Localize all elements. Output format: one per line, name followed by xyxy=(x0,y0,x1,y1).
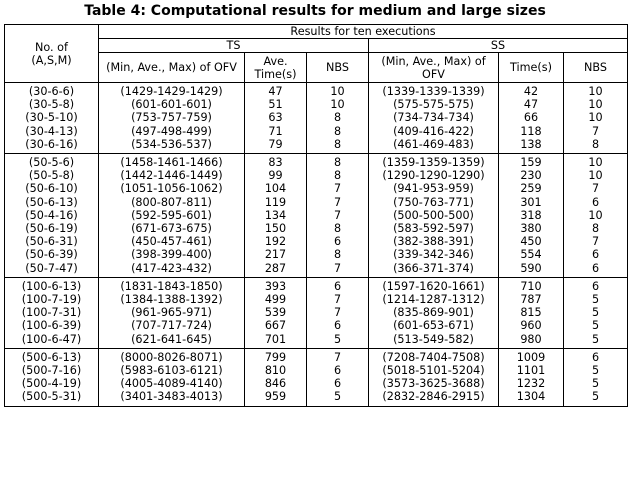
table-cell-value: (2832-2846-2915) xyxy=(382,390,485,404)
table-cell-value: 7 xyxy=(591,124,600,138)
table-cell-value: 450 xyxy=(520,235,542,249)
table-cell-value: 8 xyxy=(591,137,600,151)
table-cell-value: 6 xyxy=(591,195,600,209)
table-cell-value: (497-498-499) xyxy=(131,124,212,138)
table-cell-value: 1101 xyxy=(516,364,546,378)
table-cell-value: (1051-1056-1062) xyxy=(120,182,223,196)
ss-ofv-header: (Min, Ave., Max) of OFV xyxy=(369,53,499,83)
table-cell-value: (621-641-645) xyxy=(131,332,212,346)
table-cell-value: 217 xyxy=(264,248,287,262)
table-cell-value: (500-7-16) xyxy=(21,364,82,378)
table-cell-value: 8 xyxy=(333,137,342,151)
table-cell-value: (409-416-422) xyxy=(393,124,474,138)
ss-time-cell xyxy=(499,83,564,154)
table-cell-value: (500-5-31) xyxy=(21,390,82,404)
table-cell-value: (100-6-39) xyxy=(21,319,82,333)
table-cell-value: (30-6-16) xyxy=(25,137,78,151)
table-cell-value: 959 xyxy=(264,390,287,404)
table-cell-value: (750-763-771) xyxy=(393,195,474,209)
table-cell-value: (50-6-39) xyxy=(25,248,78,262)
table-cell-value: 799 xyxy=(264,350,287,364)
table-cell-value: (50-6-31) xyxy=(25,235,78,249)
table-cell-value: 7 xyxy=(333,350,342,364)
table-cell-value: 787 xyxy=(520,293,542,307)
table-cell-value: 6 xyxy=(591,248,600,262)
ts-time-cell xyxy=(245,348,307,406)
table-cell-value: (1442-1446-1449) xyxy=(120,169,223,183)
table-cell-value: 5 xyxy=(591,306,600,320)
table-cell-value: (961-965-971) xyxy=(131,306,212,320)
ts-ofv-cell xyxy=(99,277,245,348)
table-cell-value: 99 xyxy=(268,169,283,183)
ts-header: TS xyxy=(99,39,369,53)
ss-nbs-cell xyxy=(564,83,628,154)
table-cell-value: (461-469-483) xyxy=(393,137,474,151)
table-cell-value: (3573-3625-3688) xyxy=(382,377,485,391)
table-cell-value: 8 xyxy=(333,169,342,183)
table-cell-value: (1214-1287-1312) xyxy=(382,293,485,307)
ts-nbs-cell xyxy=(307,154,369,278)
table-cell-value: (1384-1388-1392) xyxy=(120,293,223,307)
ts-time-header: Ave. Time(s) xyxy=(245,53,307,83)
size-header xyxy=(5,25,99,83)
table-cell-value: (1831-1843-1850) xyxy=(120,279,223,293)
table-cell-value: 6 xyxy=(591,261,600,275)
table-group-row xyxy=(5,154,628,278)
ts-ofv-cell xyxy=(99,348,245,406)
table-cell-value: 10 xyxy=(588,208,603,222)
table-caption: Table 4: Computational results for medium and large sizes xyxy=(84,3,546,19)
size-cell xyxy=(5,348,99,406)
table-cell-value: 7 xyxy=(591,235,600,249)
ss-ofv-cell xyxy=(369,154,499,278)
table-cell-value: 51 xyxy=(268,98,283,112)
table-cell-value: (417-423-432) xyxy=(131,261,212,275)
table-cell-value: 7 xyxy=(333,195,342,209)
table-cell-value: 150 xyxy=(264,222,287,236)
ss-ofv-cell xyxy=(369,277,499,348)
table-cell-value: (100-7-19) xyxy=(21,293,82,307)
ts-nbs-cell xyxy=(307,83,369,154)
table-cell-value: (1359-1359-1359) xyxy=(382,156,485,170)
table-cell-value: 10 xyxy=(588,85,603,98)
ts-time-cell xyxy=(245,277,307,348)
table-cell-value: 42 xyxy=(523,85,539,98)
table-cell-value: 7 xyxy=(333,208,342,222)
ss-ofv-cell xyxy=(369,83,499,154)
table-cell-value: (3401-3483-4013) xyxy=(120,390,223,404)
table-cell-value: (500-4-19) xyxy=(21,377,82,391)
table-cell-value: 8 xyxy=(591,222,600,236)
ss-time-cell xyxy=(499,154,564,278)
table-cell-value: (500-500-500) xyxy=(393,208,474,222)
ts-time-cell xyxy=(245,83,307,154)
ss-time-cell xyxy=(499,277,564,348)
table-cell-value: (1429-1429-1429) xyxy=(120,85,223,98)
table-cell-value: 8 xyxy=(333,248,342,262)
ss-nbs-cell xyxy=(564,348,628,406)
table-cell-value: (4005-4089-4140) xyxy=(120,377,223,391)
table-cell-value: 66 xyxy=(523,111,539,125)
size-cell xyxy=(5,277,99,348)
table-cell-value: 6 xyxy=(333,279,342,293)
table-cell-value: (50-5-6) xyxy=(28,156,75,170)
table-cell-value: 1304 xyxy=(516,390,546,404)
table-cell-value: (707-717-724) xyxy=(131,319,212,333)
size-cell xyxy=(5,83,99,154)
table-cell-value: (398-399-400) xyxy=(131,248,212,262)
table-cell-value: (100-7-31) xyxy=(21,306,82,320)
table-cell-value: 6 xyxy=(333,377,342,391)
table-cell-value: (575-575-575) xyxy=(393,98,474,112)
table-cell-value: (753-757-759) xyxy=(131,111,212,125)
ts-ofv-cell xyxy=(99,83,245,154)
table-cell-value: 1009 xyxy=(516,350,546,364)
table-cell-value: (5983-6103-6121) xyxy=(120,364,223,378)
table-cell-value: (601-601-601) xyxy=(131,98,212,112)
table-cell-value: 701 xyxy=(264,332,287,346)
table-cell-value: (339-342-346) xyxy=(393,248,474,262)
table-cell-value: (30-5-10) xyxy=(25,111,78,125)
table-cell-value: 5 xyxy=(591,319,600,333)
table-cell-value: 10 xyxy=(588,111,603,125)
table-cell-value: (366-371-374) xyxy=(393,261,474,275)
table-cell-value: 63 xyxy=(268,111,283,125)
table-cell-value: 7 xyxy=(333,261,342,275)
table-cell-value: 10 xyxy=(588,169,603,183)
table-group-row xyxy=(5,277,628,348)
table-cell-value: 7 xyxy=(591,182,600,196)
table-cell-value: 5 xyxy=(333,332,342,346)
table-cell-value: 8 xyxy=(333,156,342,170)
table-cell-value: 301 xyxy=(520,195,542,209)
table-cell-value: 192 xyxy=(264,235,287,249)
size-cell xyxy=(5,154,99,278)
table-cell-value: (1597-1620-1661) xyxy=(382,279,485,293)
table-cell-value: 6 xyxy=(333,364,342,378)
table-cell-value: 6 xyxy=(333,319,342,333)
table-cell-value: (50-6-19) xyxy=(25,222,78,236)
table-cell-value: (50-7-47) xyxy=(25,261,78,275)
results-table xyxy=(4,24,628,407)
table-cell-value: (1290-1290-1290) xyxy=(382,169,485,183)
table-cell-value: 667 xyxy=(264,319,287,333)
table-cell-value: (671-673-675) xyxy=(131,222,212,236)
table-cell-value: 287 xyxy=(264,261,287,275)
table-group-row xyxy=(5,83,628,154)
table-cell-value: (500-6-13) xyxy=(21,350,82,364)
table-cell-value: 230 xyxy=(520,169,542,183)
table-cell-value: 318 xyxy=(520,208,542,222)
table-cell-value: 104 xyxy=(264,182,287,196)
table-cell-value: (592-595-601) xyxy=(131,208,212,222)
results-header: Results for ten executions xyxy=(99,25,628,39)
table-cell-value: 815 xyxy=(520,306,542,320)
table-cell-value: (534-536-537) xyxy=(131,137,212,151)
table-cell-value: (835-869-901) xyxy=(393,306,474,320)
size-header-line1: No. of xyxy=(35,40,68,54)
table-cell-value: (30-5-8) xyxy=(28,98,75,112)
table-cell-value: (800-807-811) xyxy=(131,195,212,209)
table-cell-value: (513-549-582) xyxy=(393,332,474,346)
table-cell-value: 47 xyxy=(523,98,539,112)
table-cell-value: 159 xyxy=(520,156,542,170)
table-cell-value: (382-388-391) xyxy=(393,235,474,249)
ss-ofv-cell xyxy=(369,348,499,406)
table-cell-value: 5 xyxy=(333,390,342,404)
ts-ofv-cell xyxy=(99,154,245,278)
table-cell-value: 138 xyxy=(520,137,542,151)
table-cell-value: 499 xyxy=(264,293,287,307)
table-cell-value: 83 xyxy=(268,156,283,170)
table-cell-value: (30-6-6) xyxy=(28,85,75,98)
table-cell-value: (100-6-47) xyxy=(21,332,82,346)
table-cell-value: 10 xyxy=(330,98,345,112)
ts-nbs-cell xyxy=(307,277,369,348)
ss-time-cell xyxy=(499,348,564,406)
table-cell-value: 5 xyxy=(591,390,600,404)
table-cell-value: 590 xyxy=(520,261,542,275)
table-cell-value: 134 xyxy=(264,208,287,222)
ts-nbs-cell xyxy=(307,348,369,406)
table-cell-value: (50-4-16) xyxy=(25,208,78,222)
table-cell-value: 393 xyxy=(264,279,287,293)
table-cell-value: (734-734-734) xyxy=(393,111,474,125)
table-cell-value: 539 xyxy=(264,306,287,320)
ts-time-cell xyxy=(245,154,307,278)
table-cell-value: (583-592-597) xyxy=(393,222,474,236)
table-cell-value: 8 xyxy=(333,222,342,236)
table-cell-value: 10 xyxy=(588,98,603,112)
table-cell-value: 71 xyxy=(268,124,283,138)
table-cell-value: 7 xyxy=(333,182,342,196)
table-cell-value: 10 xyxy=(588,156,603,170)
table-cell-value: 5 xyxy=(591,377,600,391)
ss-time-header: Time(s) xyxy=(499,53,564,83)
ss-header: SS xyxy=(369,39,628,53)
table-cell-value: 1232 xyxy=(516,377,546,391)
table-cell-value: 118 xyxy=(520,124,542,138)
table-cell-value: 6 xyxy=(333,235,342,249)
table-cell-value: (1339-1339-1339) xyxy=(382,85,485,98)
table-cell-value: 8 xyxy=(333,124,342,138)
table-cell-value: 810 xyxy=(264,364,287,378)
table-group-row xyxy=(5,348,628,406)
table-cell-value: (50-5-8) xyxy=(28,169,75,183)
size-header-line2: (A,S,M) xyxy=(31,53,72,67)
table-cell-value: (100-6-13) xyxy=(21,279,82,293)
ts-ofv-header: (Min, Ave., Max) of OFV xyxy=(99,53,245,83)
table-cell-value: (50-6-10) xyxy=(25,182,78,196)
table-cell-value: 47 xyxy=(268,85,283,98)
table-cell-value: 554 xyxy=(520,248,542,262)
table-cell-value: 259 xyxy=(520,182,542,196)
table-cell-value: 380 xyxy=(520,222,542,236)
ss-nbs-cell xyxy=(564,277,628,348)
table-cell-value: 960 xyxy=(520,319,542,333)
table-cell-value: 6 xyxy=(591,279,600,293)
ss-nbs-cell xyxy=(564,154,628,278)
table-cell-value: 7 xyxy=(333,293,342,307)
table-cell-value: 5 xyxy=(591,364,600,378)
table-cell-value: 8 xyxy=(333,111,342,125)
table-cell-value: 846 xyxy=(264,377,287,391)
table-cell-value: (1458-1461-1466) xyxy=(120,156,223,170)
ts-nbs-header: NBS xyxy=(307,53,369,83)
table-cell-value: 6 xyxy=(591,350,600,364)
table-cell-value: 119 xyxy=(264,195,287,209)
table-cell-value: (50-6-13) xyxy=(25,195,78,209)
table-cell-value: 7 xyxy=(333,306,342,320)
ss-nbs-header: NBS xyxy=(564,53,628,83)
table-cell-value: 980 xyxy=(520,332,542,346)
table-cell-value: (7208-7404-7508) xyxy=(382,350,485,364)
table-cell-value: (8000-8026-8071) xyxy=(120,350,223,364)
table-cell-value: (450-457-461) xyxy=(131,235,212,249)
table-cell-value: (601-653-671) xyxy=(393,319,474,333)
table-cell-value: (30-4-13) xyxy=(25,124,78,138)
table-cell-value: 5 xyxy=(591,332,600,346)
table-cell-value: 10 xyxy=(330,85,345,98)
table-cell-value: 5 xyxy=(591,293,600,307)
table-cell-value: (5018-5101-5204) xyxy=(382,364,485,378)
table-cell-value: (941-953-959) xyxy=(393,182,474,196)
table-cell-value: 710 xyxy=(520,279,542,293)
table-cell-value: 79 xyxy=(268,137,283,151)
